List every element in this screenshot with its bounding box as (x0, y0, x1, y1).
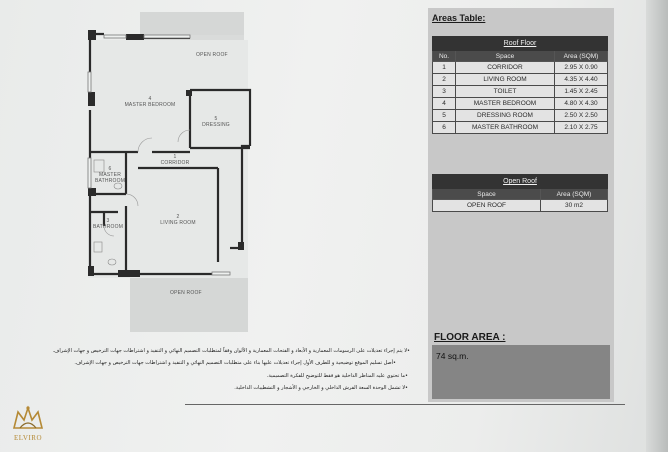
row-space: CORRIDOR (456, 62, 555, 74)
floor-area-value: 74 sq.m. (436, 351, 469, 361)
roof-floor-table (432, 36, 608, 134)
roof-floor-header-area: Area (SQM) (555, 51, 608, 62)
table-row (433, 200, 608, 212)
corridor-label (150, 154, 200, 166)
floor-area-title: FLOOR AREA : (434, 332, 506, 343)
row-space: MASTER BEDROOM (456, 98, 555, 110)
areas-panel (428, 8, 614, 402)
row-number: 6 (433, 122, 456, 134)
master-bedroom-label (120, 96, 180, 108)
table-row (433, 62, 608, 74)
table-row (433, 122, 608, 134)
master-bathroom-name-1: MASTER (98, 172, 122, 178)
elviro-crown-logo-icon (6, 404, 50, 434)
row-space: DRESSING ROOM (456, 110, 555, 122)
note-line-1: •لا يتم إجراء تعديلات على الرسومات المعمارية و الأبعاد و الفتحات المعمارية و الألوان وفقاً لمتطلبات التصميم النهائي و التنفيذ و اشتراطات جهات الترخيص و جهات الإشراف. (52, 348, 410, 354)
row-number: 3 (433, 86, 456, 98)
corridor-name: CORRIDOR (160, 160, 190, 166)
open-roof-header-area: Area (SQM) (541, 189, 608, 200)
row-space: LIVING ROOM (456, 74, 555, 86)
footer-divider (185, 404, 625, 405)
row-area: 2.95 X 0.90 (555, 62, 608, 74)
row-area: 30 m2 (541, 200, 608, 212)
living-room-label (148, 214, 208, 226)
living-room-name: LIVING ROOM (160, 220, 196, 226)
row-number: 2 (433, 74, 456, 86)
roof-floor-header-space: Space (456, 51, 555, 62)
living-room-number: 2 (176, 214, 180, 220)
open-roof-header-space: Space (433, 189, 541, 200)
row-number: 1 (433, 62, 456, 74)
elviro-logo (6, 404, 50, 448)
master-bedroom-name: MASTER BEDROOM (124, 102, 176, 108)
bathroom-number: 3 (106, 218, 110, 224)
row-number: 5 (433, 110, 456, 122)
areas-table-title: Areas Table: (432, 13, 486, 23)
corridor-number: 1 (173, 154, 177, 160)
floor-plan (78, 10, 268, 332)
dressing-number: 5 (214, 116, 218, 122)
master-bathroom-number: 6 (108, 166, 112, 172)
roof-floor-caption: Roof Floor (433, 37, 608, 51)
open-roof-label-bottom: OPEN ROOF (170, 290, 202, 296)
master-bathroom-label (92, 166, 128, 184)
note-line-3: •ما تحتوي عليه المناظر الداخلية هو فقط للتوضيح للفكرة التصميمية. (266, 373, 408, 379)
note-line-4: •لا تشمل الوحدة السعة الفرش الداخلي و الخارجي و الأشجار و التشطيبات الداخلية. (234, 385, 408, 391)
master-bedroom-number: 4 (148, 96, 152, 102)
row-space: MASTER BATHROOM (456, 122, 555, 134)
row-area: 2.50 X 2.50 (555, 110, 608, 122)
row-area: 4.35 X 4.40 (555, 74, 608, 86)
open-roof-table (432, 174, 608, 212)
note-line-2: •أصل تسليم الموقع توضيحية و للطرف الأول إجراء تعديلات عليها بناء على متطلبات التصميم النهائي و التنفيذ و اشتراطات جهات الترخيص و جهات الإشراف. (74, 360, 396, 366)
row-space: OPEN ROOF (433, 200, 541, 212)
open-roof-area-bottom (130, 278, 248, 332)
page-edge (646, 0, 668, 452)
row-area: 2.10 X 2.75 (555, 122, 608, 134)
dressing-name: DRESSING (202, 122, 230, 128)
floor-area-box (432, 345, 610, 399)
table-row (433, 110, 608, 122)
row-area: 1.45 X 2.45 (555, 86, 608, 98)
master-bathroom-name-2: BATHROOM (94, 178, 126, 184)
bathroom-name: BATHROOM (92, 224, 124, 230)
logo-text: ELVIRO (13, 434, 43, 442)
table-row (433, 98, 608, 110)
row-area: 4.80 X 4.30 (555, 98, 608, 110)
open-roof-label-top: OPEN ROOF (196, 52, 228, 58)
dressing-label (196, 116, 236, 128)
row-space: TOILET (456, 86, 555, 98)
open-roof-caption: Open Roof (433, 175, 608, 189)
bathroom-label (90, 218, 126, 230)
roof-floor-header-no: No. (433, 51, 456, 62)
open-roof-area-top (140, 12, 244, 37)
table-row (433, 86, 608, 98)
table-row (433, 74, 608, 86)
row-number: 4 (433, 98, 456, 110)
